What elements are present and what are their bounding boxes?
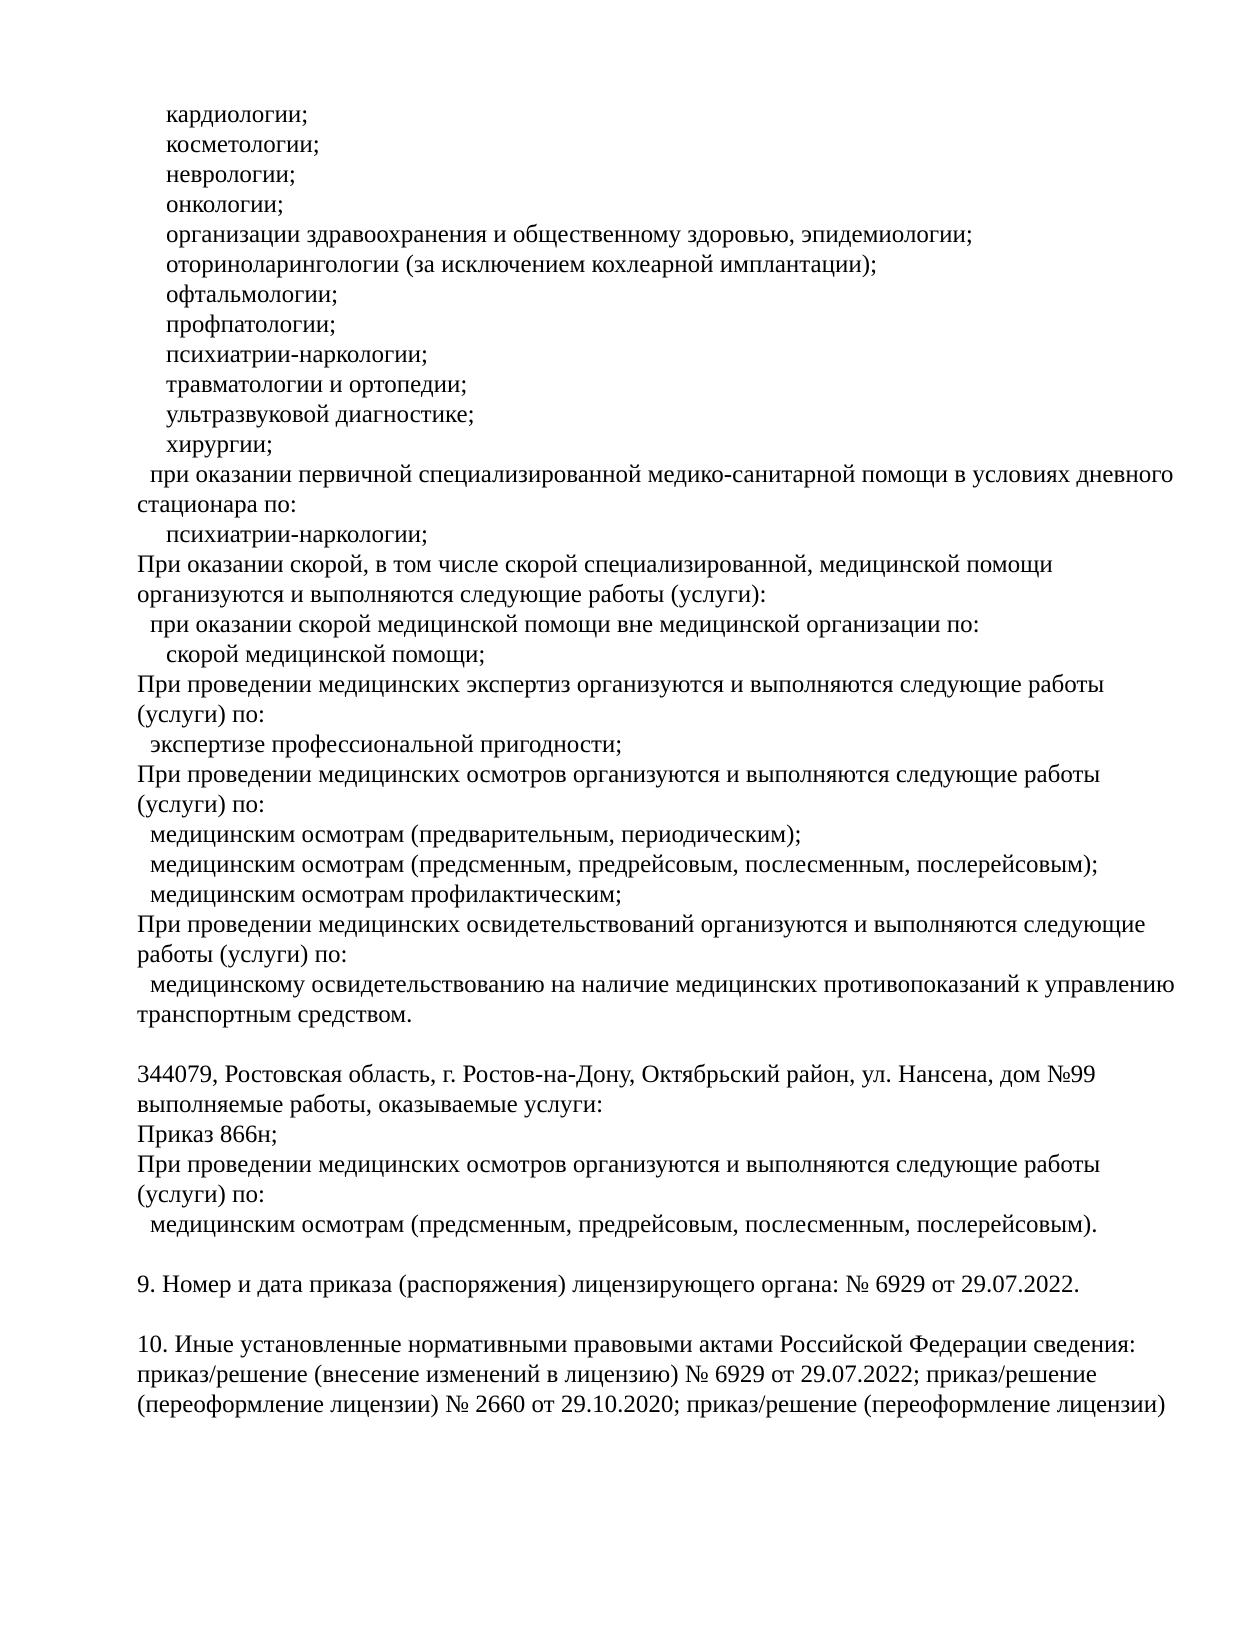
text-line: медицинским осмотрам профилактическим; [150, 881, 622, 908]
text-line: травматологии и ортопедии; [166, 371, 468, 398]
document-text-body [137, 100, 1200, 1420]
text-line: работы (услуги) по: [137, 941, 348, 968]
text-line [137, 1300, 1200, 1330]
text-line: транспортным средством. [137, 1001, 413, 1028]
text-line: Приказ 866н; [137, 1121, 278, 1148]
text-line: (переоформление лицензии) № 2660 от 29.10.2020; приказ/решение (переоформление лицензии) [137, 1391, 1166, 1418]
text-line: психиатрии-наркологии; [166, 341, 428, 368]
text-line: скорой медицинской помощи; [166, 641, 486, 668]
text-line: оториноларингологии (за исключением кохлеарной имплантации); [166, 251, 878, 278]
text-line [137, 1240, 1200, 1270]
text-line: медицинским осмотрам (предварительным, периодическим); [150, 821, 802, 848]
text-line: экспертизе профессиональной пригодности; [150, 731, 623, 758]
text-line: неврологии; [166, 161, 296, 188]
text-line: стационара по: [137, 491, 297, 518]
text-line: При проведении медицинских осмотров организуются и выполняются следующие работы [137, 761, 1101, 788]
text-line: 10. Иные установленные нормативными правовыми актами Российской Федерации сведения: [137, 1331, 1136, 1358]
text-line: При оказании скорой, в том числе скорой специализированной, медицинской помощи [137, 551, 1053, 578]
text-line: офтальмологии; [166, 281, 339, 308]
text-line: при оказании скорой медицинской помощи вне медицинской организации по: [150, 611, 980, 638]
text-line: организации здравоохранения и общественному здоровью, эпидемиологии; [166, 221, 973, 248]
text-line [137, 1030, 1200, 1060]
text-line: хирургии; [166, 431, 274, 458]
text-line: организуются и выполняются следующие работы (услуги): [137, 581, 767, 608]
text-line: косметологии; [166, 131, 320, 158]
text-line: При проведении медицинских осмотров организуются и выполняются следующие работы [137, 1151, 1101, 1178]
text-line: медицинскому освидетельствованию на наличие медицинских противопоказаний к управлению [150, 971, 1175, 998]
text-line: (услуги) по: [137, 1181, 265, 1208]
text-line: медицинским осмотрам (предсменным, предрейсовым, послесменным, послерейсовым). [150, 1211, 1098, 1238]
text-line: профпатологии; [166, 311, 337, 338]
text-line: психиатрии-наркологии; [166, 521, 428, 548]
text-line: медицинским осмотрам (предсменным, предрейсовым, послесменным, послерейсовым); [150, 851, 1099, 878]
text-line: При проведении медицинских освидетельствований организуются и выполняются следующие [137, 911, 1146, 938]
text-line: кардиологии; [166, 101, 309, 128]
text-line: выполняемые работы, оказываемые услуги: [137, 1091, 604, 1118]
text-line: приказ/решение (внесение изменений в лицензию) № 6929 от 29.07.2022; приказ/решение [137, 1361, 1097, 1388]
text-line: (услуги) по: [137, 701, 265, 728]
text-line: При проведении медицинских экспертиз организуются и выполняются следующие работы [137, 671, 1105, 698]
text-line: (услуги) по: [137, 791, 265, 818]
text-line: при оказании первичной специализированной медико-санитарной помощи в условиях дневного [150, 461, 1174, 488]
text-line: 9. Номер и дата приказа (распоряжения) лицензирующего органа: № 6929 от 29.07.2022. [137, 1271, 1080, 1298]
text-line: онкологии; [166, 191, 284, 218]
text-line: ультразвуковой диагностике; [166, 401, 475, 428]
text-line: 344079, Ростовская область, г. Ростов-на-Дону, Октябрьский район, ул. Нансена, дом №99 [137, 1061, 1096, 1088]
